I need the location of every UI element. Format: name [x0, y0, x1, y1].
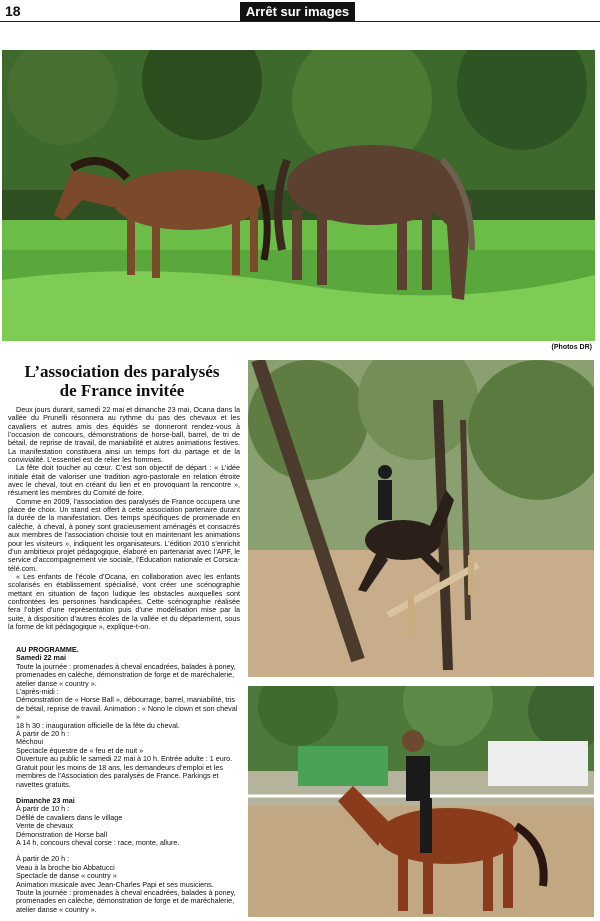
photo-horse-jump	[248, 360, 594, 677]
programme-line: À partir de 20 h :	[16, 729, 70, 739]
programme	[8, 646, 240, 914]
programme-line: Toute la journée : promenades à cheval encadrées, balades à poney, promenades en calèche, démonstration de forge et de maréchalerie, atelier danse « country ».	[16, 661, 236, 688]
programme-line: Animation musicale avec Jean-Charles Papi et ses musiciens.	[16, 879, 214, 889]
article-body	[8, 406, 240, 631]
page-number: 18	[5, 3, 21, 19]
article-paragraph: « Les enfants de l’école d’Ocana, en collaboration avec les enfants scolarisés en établissement spécialisé, vont créer une scénographie mettant en situation de façon ludique les obstacles auxquelles sont confrontées les personnes handicapées. Cette scénographie réalisée fera l’objet d’une représentation puis d’une modélisation mise par la suite, à disposition d’autres écoles de la vallée et du département, sous la forme de kit pédagogique », explique-t-on.	[8, 571, 240, 631]
programme-line: Spectacle équestre de « feu et de nuit »	[16, 745, 144, 755]
article-paragraph: Deux jours durant, samedi 22 mai et dimanche 23 mai, Ocana dans la vallée du Prunelli résonnera au rythme du pas des chevaux et les cavaliers et autres amis des équidés se donneront rendez-vous à l’occasion de concours, démonstrations de horse-ball, barrel, de tri de bétail, de reprise de travail, de maniabilité et autres animations festives. La manifestation constituera ainsi un temps fort du partage et de la convivialité. L’essentiel est de relier les hommes.	[8, 405, 240, 465]
programme-line: Toute la journée : promenades à cheval encadrées, balades à poney, promenades en calèche, démonstration de forge et de maréchalerie, atelier danse « country ».	[16, 887, 236, 914]
saturday-label: Samedi 22 mai	[16, 653, 66, 663]
programme-line: L’après-midi :	[16, 687, 59, 697]
photo-grazing-horses	[2, 50, 595, 341]
headline-line-2: de France invitée	[59, 381, 185, 400]
programme-line: Spectacle de danse « country »	[16, 871, 117, 881]
article-paragraph: La fête doit toucher au cœur. C’est son objectif de départ : « L’idée initiale était de valoriser une tradition agro-pastorale en relation étroite avec le cheval, tout en créant du lien et en provoquant la rencontre », résument les membres du Comité de foire.	[8, 463, 240, 498]
article-paragraph: Comme en 2009, l’association des paralysés de France occupera une place de choix. Un stand est offert à cette association partenaire durant la durée de la manifestation. Des temps spécifiques de promenade en calèche, à cheval, à poney sont gracieusement aménagés et consacrés aux membres de l’association choisie tout en maintenant les animations pour les visiteurs », indiquent les organisateurs. L’édition 2010 s’enrichit d’un ambitieux projet pédagogique, élaboré en partenariat avec l’APF, le service d’accompagnement vie sociale, l’Éducation nationale et Corsica-télé.com.	[8, 496, 240, 573]
header-divider	[0, 21, 600, 22]
programme-heading: AU PROGRAMME.	[16, 645, 79, 654]
programme-line: Ouverture au public le samedi 22 mai à 10 h. Entrée adulte : 1 euro. Gratuit pour les moins de 18 ans, les demandeurs d’emploi et les membres de l’Association des paralysés de France. Parkings et navettes gratuits.	[16, 754, 233, 789]
programme-line: 18 h 30 : inauguration officielle de la fête du cheval.	[16, 720, 180, 730]
photo-credit: (Photos DR)	[551, 344, 592, 351]
programme-line: Méchoui	[16, 737, 44, 747]
programme-line: Démonstration de Horse ball	[16, 829, 108, 839]
programme-line: À partir de 20 h :	[16, 854, 70, 864]
programme-line: A 14 h, concours cheval corse : race, monte, allure.	[16, 837, 180, 847]
programme-line: Démonstration de « Horse Ball », débourrage, barrel, maniabilité, tris de bétail, reprise de travail. Animation : « Nono le clown et son cheval »	[16, 695, 238, 722]
programme-line: Veau à la broche bio Abbatucci	[16, 862, 115, 872]
section-title: Arrêt sur images	[240, 2, 355, 21]
programme-line: Vente de chevaux	[16, 821, 74, 831]
article-headline	[8, 362, 236, 400]
sunday-label: Dimanche 23 mai	[16, 795, 75, 805]
programme-line: Défilé de cavaliers dans le village	[16, 812, 123, 822]
programme-line: À partir de 10 h :	[16, 804, 70, 814]
photo-rider-show	[248, 686, 594, 917]
headline-line-1: L’association des paralysés	[24, 362, 220, 381]
